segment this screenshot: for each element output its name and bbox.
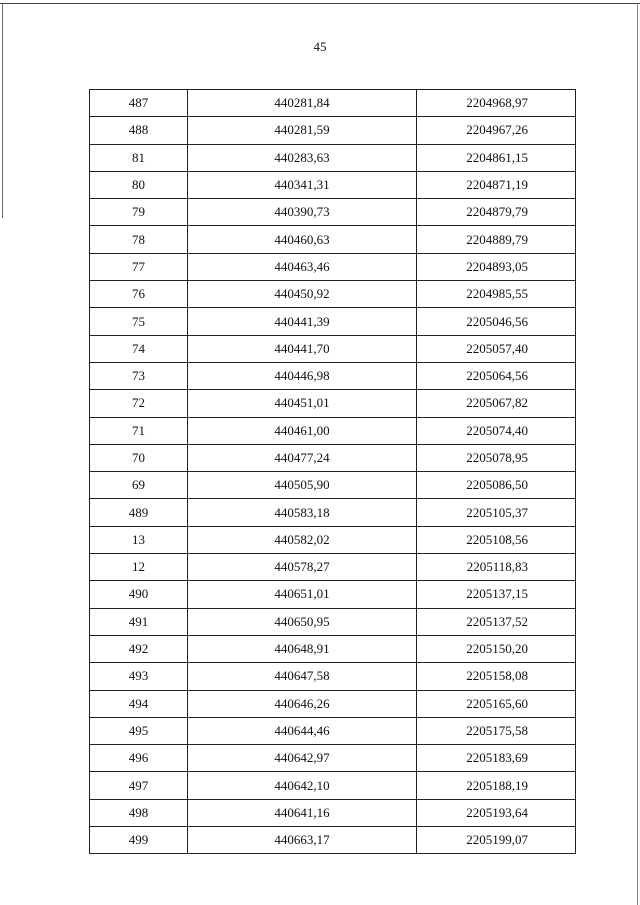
x-coordinate-cell: 440651,01: [188, 581, 417, 608]
y-coordinate-cell: 2205067,82: [417, 390, 576, 417]
x-coordinate-cell: 440341,31: [188, 171, 417, 198]
point-number-cell: 493: [90, 663, 188, 690]
x-coordinate-cell: 440451,01: [188, 390, 417, 417]
table-row: [90, 117, 576, 144]
y-coordinate-cell: 2205064,56: [417, 362, 576, 389]
table-row: [90, 362, 576, 389]
table-row: [90, 417, 576, 444]
point-number-cell: 490: [90, 581, 188, 608]
point-number-cell: 489: [90, 499, 188, 526]
y-coordinate-cell: 2204985,55: [417, 281, 576, 308]
x-coordinate-cell: 440281,84: [188, 90, 417, 117]
scan-edge-right: [637, 3, 638, 905]
x-coordinate-cell: 440650,95: [188, 608, 417, 635]
table-row: [90, 690, 576, 717]
point-number-cell: 498: [90, 799, 188, 826]
y-coordinate-cell: 2205175,58: [417, 717, 576, 744]
table-row: [90, 390, 576, 417]
table-row: [90, 281, 576, 308]
table-row: [90, 171, 576, 198]
y-coordinate-cell: 2205137,52: [417, 608, 576, 635]
coordinates-table: [89, 89, 576, 854]
y-coordinate-cell: 2205078,95: [417, 444, 576, 471]
table-row: [90, 745, 576, 772]
y-coordinate-cell: 2204893,05: [417, 253, 576, 280]
point-number-cell: 487: [90, 90, 188, 117]
point-number-cell: 74: [90, 335, 188, 362]
page-number: 45: [313, 39, 327, 54]
point-number-cell: 70: [90, 444, 188, 471]
table-row: [90, 199, 576, 226]
table-row: [90, 581, 576, 608]
x-coordinate-cell: 440583,18: [188, 499, 417, 526]
y-coordinate-cell: 2205188,19: [417, 772, 576, 799]
x-coordinate-cell: 440446,98: [188, 362, 417, 389]
table-row: [90, 499, 576, 526]
x-coordinate-cell: 440647,58: [188, 663, 417, 690]
table-row: [90, 663, 576, 690]
point-number-cell: 75: [90, 308, 188, 335]
x-coordinate-cell: 440582,02: [188, 526, 417, 553]
y-coordinate-cell: 2204889,79: [417, 226, 576, 253]
point-number-cell: 492: [90, 635, 188, 662]
y-coordinate-cell: 2205165,60: [417, 690, 576, 717]
point-number-cell: 495: [90, 717, 188, 744]
point-number-cell: 13: [90, 526, 188, 553]
table-row: [90, 444, 576, 471]
x-coordinate-cell: 440460,63: [188, 226, 417, 253]
x-coordinate-cell: 440578,27: [188, 554, 417, 581]
x-coordinate-cell: 440642,10: [188, 772, 417, 799]
table-row: [90, 526, 576, 553]
table-row: [90, 90, 576, 117]
y-coordinate-cell: 2205150,20: [417, 635, 576, 662]
table-row: [90, 799, 576, 826]
x-coordinate-cell: 440441,39: [188, 308, 417, 335]
table-row: [90, 554, 576, 581]
table-row: [90, 608, 576, 635]
scan-edge-top: [0, 3, 640, 4]
y-coordinate-cell: 2205086,50: [417, 472, 576, 499]
y-coordinate-cell: 2205108,56: [417, 526, 576, 553]
x-coordinate-cell: 440283,63: [188, 144, 417, 171]
coordinates-table-body: [90, 90, 576, 854]
point-number-cell: 79: [90, 199, 188, 226]
point-number-cell: 496: [90, 745, 188, 772]
point-number-cell: 71: [90, 417, 188, 444]
x-coordinate-cell: 440461,00: [188, 417, 417, 444]
point-number-cell: 494: [90, 690, 188, 717]
y-coordinate-cell: 2205118,83: [417, 554, 576, 581]
point-number-cell: 497: [90, 772, 188, 799]
x-coordinate-cell: 440644,46: [188, 717, 417, 744]
table-row: [90, 253, 576, 280]
point-number-cell: 12: [90, 554, 188, 581]
y-coordinate-cell: 2205046,56: [417, 308, 576, 335]
x-coordinate-cell: 440648,91: [188, 635, 417, 662]
point-number-cell: 81: [90, 144, 188, 171]
point-number-cell: 76: [90, 281, 188, 308]
table-row: [90, 308, 576, 335]
x-coordinate-cell: 440505,90: [188, 472, 417, 499]
y-coordinate-cell: 2205183,69: [417, 745, 576, 772]
point-number-cell: 78: [90, 226, 188, 253]
table-row: [90, 827, 576, 854]
x-coordinate-cell: 440281,59: [188, 117, 417, 144]
table-row: [90, 226, 576, 253]
point-number-cell: 69: [90, 472, 188, 499]
y-coordinate-cell: 2204879,79: [417, 199, 576, 226]
point-number-cell: 80: [90, 171, 188, 198]
table-row: [90, 635, 576, 662]
y-coordinate-cell: 2205137,15: [417, 581, 576, 608]
y-coordinate-cell: 2205199,07: [417, 827, 576, 854]
y-coordinate-cell: 2205193,64: [417, 799, 576, 826]
x-coordinate-cell: 440641,16: [188, 799, 417, 826]
y-coordinate-cell: 2204968,97: [417, 90, 576, 117]
table-row: [90, 144, 576, 171]
y-coordinate-cell: 2205074,40: [417, 417, 576, 444]
point-number-cell: 488: [90, 117, 188, 144]
y-coordinate-cell: 2205105,37: [417, 499, 576, 526]
y-coordinate-cell: 2205158,08: [417, 663, 576, 690]
point-number-cell: 491: [90, 608, 188, 635]
table-row: [90, 717, 576, 744]
x-coordinate-cell: 440642,97: [188, 745, 417, 772]
table-row: [90, 772, 576, 799]
table-row: [90, 335, 576, 362]
point-number-cell: 499: [90, 827, 188, 854]
y-coordinate-cell: 2205057,40: [417, 335, 576, 362]
x-coordinate-cell: 440663,17: [188, 827, 417, 854]
y-coordinate-cell: 2204967,26: [417, 117, 576, 144]
point-number-cell: 73: [90, 362, 188, 389]
x-coordinate-cell: 440390,73: [188, 199, 417, 226]
y-coordinate-cell: 2204861,15: [417, 144, 576, 171]
point-number-cell: 72: [90, 390, 188, 417]
x-coordinate-cell: 440450,92: [188, 281, 417, 308]
x-coordinate-cell: 440463,46: [188, 253, 417, 280]
x-coordinate-cell: 440646,26: [188, 690, 417, 717]
point-number-cell: 77: [90, 253, 188, 280]
table-row: [90, 472, 576, 499]
x-coordinate-cell: 440441,70: [188, 335, 417, 362]
scan-edge-left: [2, 3, 3, 218]
x-coordinate-cell: 440477,24: [188, 444, 417, 471]
y-coordinate-cell: 2204871,19: [417, 171, 576, 198]
